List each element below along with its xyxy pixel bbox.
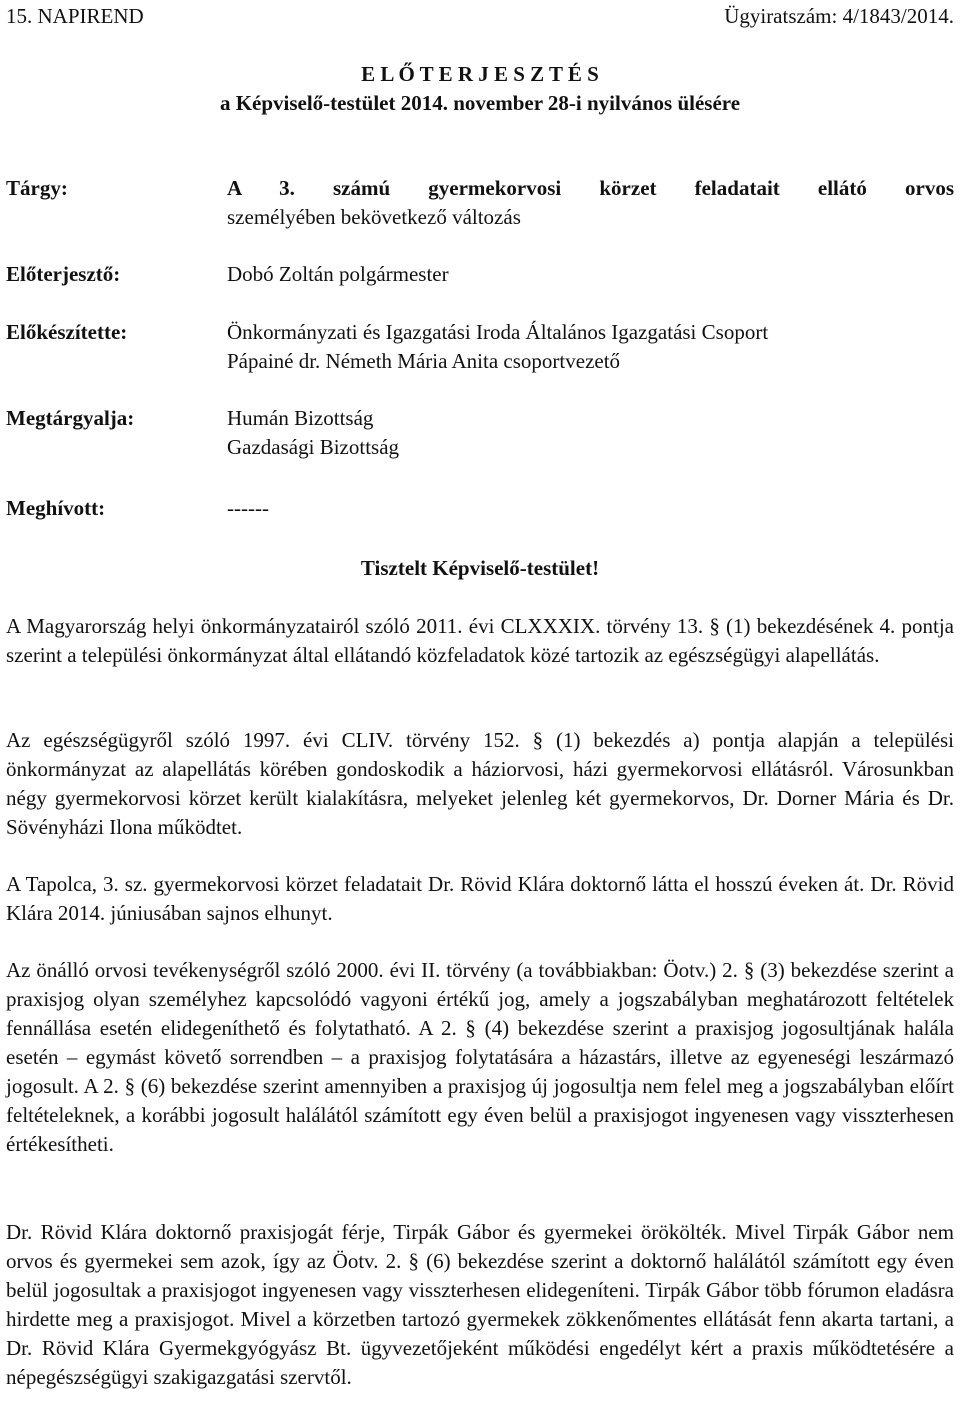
paragraph-1: A Magyarország helyi önkormányzatairól szóló 2011. évi CLXXXIX. törvény 13. § (1) bekezdésének 4. pontja szerint a települési önkormányzat által ellátandó közfeladatok közé tartozik az egészségügyi alapellátás.	[6, 614, 954, 667]
presenter-value: Dobó Zoltán polgármester	[227, 262, 449, 286]
salutation: Tisztelt Képviselő-testület!	[360, 556, 600, 580]
title-sub: a Képviselő-testület 2014. november 28-i nyilvános ülésére	[219, 91, 741, 115]
invited-value: ------	[227, 496, 269, 520]
paragraph-2: Az egészségügyről szóló 1997. évi CLIV. törvény 152. § (1) bekezdés a) pontja alapján a települési önkormányzat az alapellátás körében gondoskodik a háziorvosi, házi gyermekorvosi ellátásról. Városunkban négy gyermekorvosi körzet került kialakításra, melyeket jelenleg két gyermekorvos, Dr. Dorner Mária és Dr. Sövényházi Ilona működtet.	[6, 728, 954, 839]
subject-label: Tárgy:	[6, 176, 68, 200]
prepared-value	[227, 318, 954, 376]
file-number: Ügyiratszám: 4/1843/2014.	[724, 4, 954, 28]
discussed-line-1: Humán Bizottság	[227, 406, 374, 430]
prepared-line-2: Pápainé dr. Németh Mária Anita csoportvezető	[227, 349, 621, 373]
paragraph-5: Dr. Rövid Klára doktornő praxisjogát férje, Tirpák Gábor és gyermekei örökölték. Mivel Tirpák Gábor nem orvos és gyermekei sem azok, így az Öotv. 2. § (6) bekezdése szerint a doktornő halálától számított egy éven belül jogosultak a praxisjogot ingyenesen vagy visszterhesen elidegeníteni. Tirpák Gábor több fórumon eladásra hirdette meg a praxisjogot. Mivel a körzetben tartozó gyermekek zökkenőmentes ellátását fenn akarta tartani, a Dr. Rövid Klára Gyermekgyógyász Bt. ügyvezetőjeként működési engedélyt kért a praxis működtetésére a népegészségügyi szakigazgatási szervtől.	[6, 1220, 954, 1389]
presenter-label: Előterjesztő:	[6, 262, 121, 286]
title-main: E L Ő T E R J E S Z T É S	[361, 62, 599, 86]
paragraph-3: A Tapolca, 3. sz. gyermekorvosi körzet feladatait Dr. Rövid Klára doktornő látta el hosszú éveken át. Dr. Rövid Klára 2014. júniusában sajnos elhunyt.	[6, 872, 954, 925]
discussed-label: Megtárgyalja:	[6, 406, 135, 430]
discussed-line-2: Gazdasági Bizottság	[227, 435, 400, 459]
agenda-number: 15. NAPIREND	[6, 4, 144, 28]
subject-line-2: személyében bekövetkező változás	[227, 205, 521, 229]
discussed-value	[227, 404, 954, 462]
prepared-line-1: Önkormányzati és Igazgatási Iroda Általános Igazgatási Csoport	[227, 320, 769, 344]
subject-line-1: A 3. számú gyermekorvosi körzet feladatait ellátó orvos	[227, 176, 954, 200]
document-title	[6, 60, 954, 118]
paragraph-4: Az önálló orvosi tevékenységről szóló 2000. évi II. törvény (a továbbiakban: Öotv.) 2. § (3) bekezdése szerint a praxisjog olyan személyhez kapcsolódó vagyoni értékű jog, amely a jogszabályban meghatározott feltételek fennállása esetén elidegeníthető és folytatható. A 2. § (4) bekezdése szerint a praxisjog jogosultjának halála esetén – egymást követő sorrendben – a praxisjog folytatására a házastárs, illetve az egyeneségi leszármazó jogosult. A 2. § (6) bekezdése szerint amennyiben a praxisjog új jogosultja nem felel meg a jogszabályban előírt feltételeknek, a korábbi jogosult halálától számított egy éven belül a praxisjogot ingyenesen vagy visszterhesen értékesítheti.	[6, 958, 954, 1156]
invited-label: Meghívott:	[6, 496, 106, 520]
subject-value	[227, 174, 954, 232]
prepared-label: Előkészítette:	[6, 320, 128, 344]
